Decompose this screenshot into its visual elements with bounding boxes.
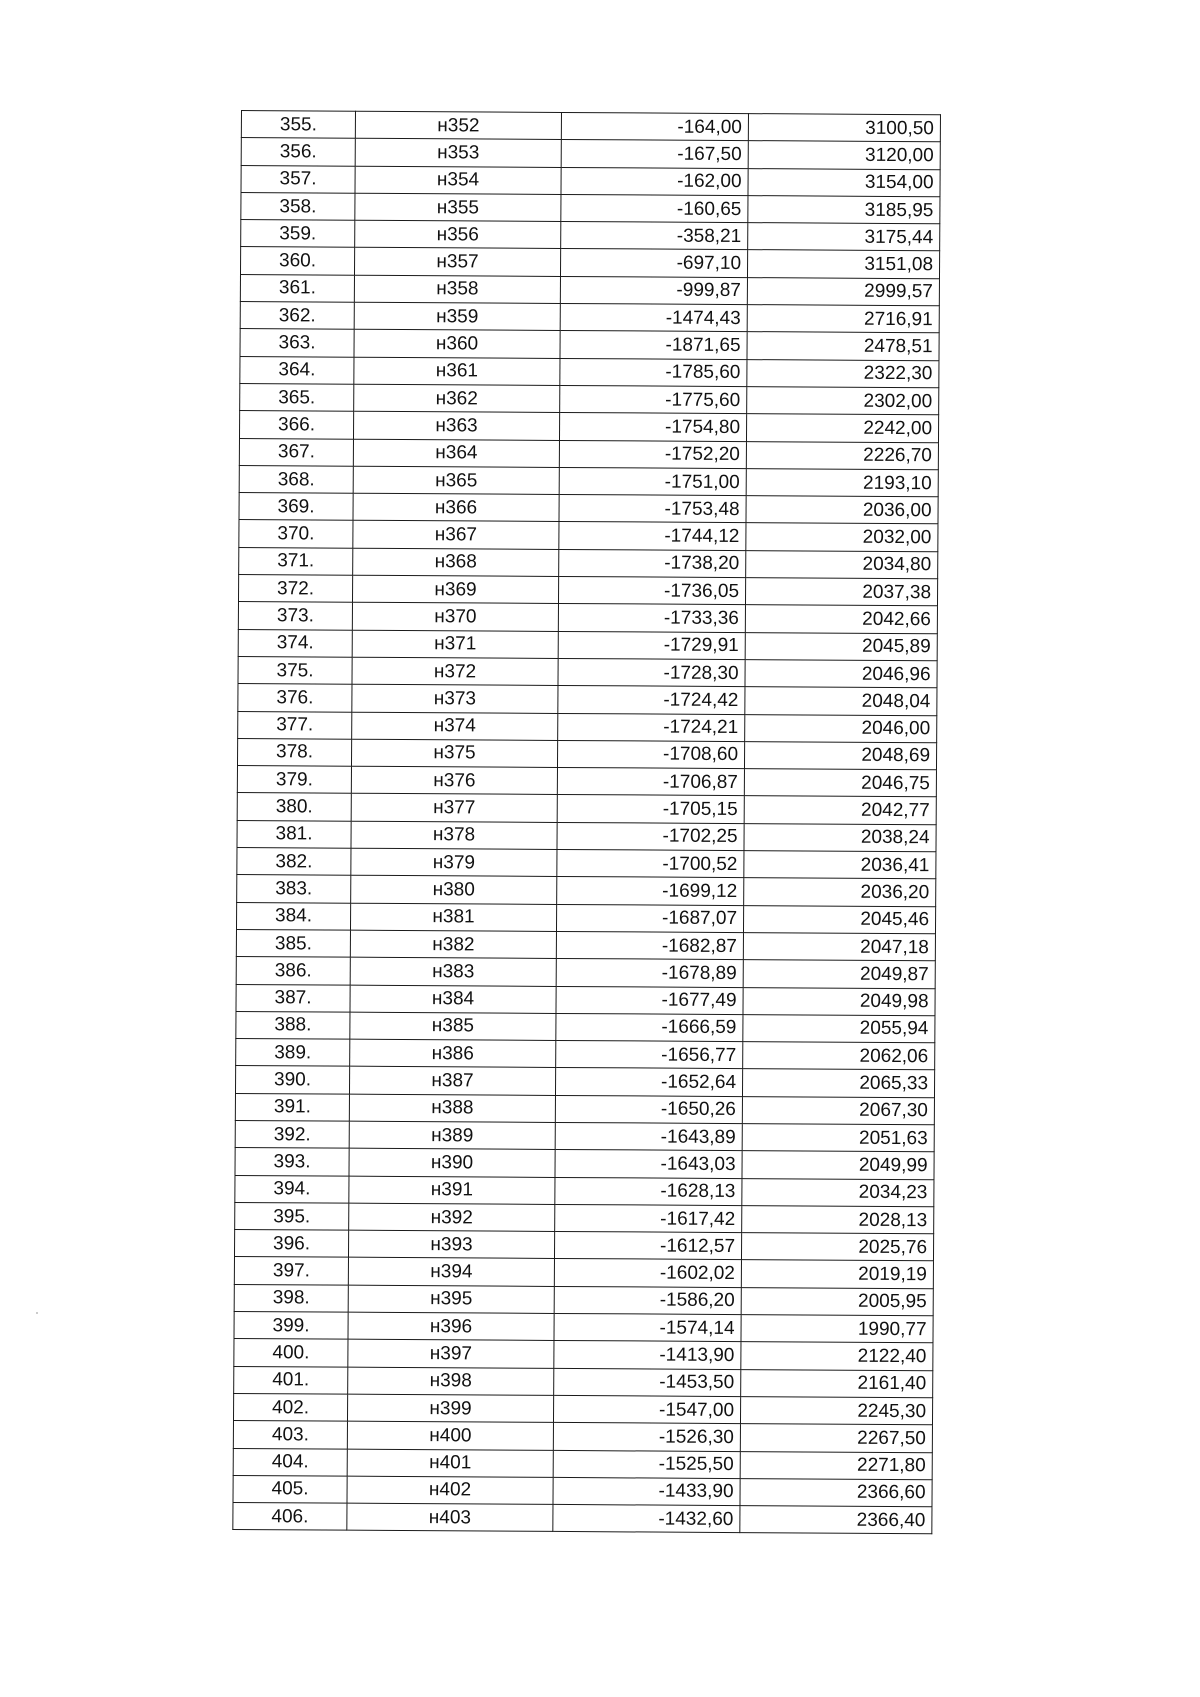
x-coordinate-cell: -697,10 [560, 249, 747, 277]
table-row [240, 274, 939, 306]
x-coordinate-cell: -1432,60 [553, 1505, 740, 1533]
y-coordinate-cell: 2322,30 [747, 359, 939, 387]
row-number-cell: 376. [238, 684, 352, 712]
y-coordinate-cell: 2048,69 [744, 741, 936, 769]
table-row [233, 1421, 932, 1453]
x-coordinate-cell: -1453,50 [554, 1368, 741, 1396]
row-number-cell: 362. [240, 302, 354, 330]
y-coordinate-cell: 2045,46 [743, 905, 935, 933]
point-name-cell: н389 [349, 1121, 555, 1150]
row-number-cell: 400. [234, 1339, 348, 1367]
table-row [240, 247, 939, 279]
y-coordinate-cell: 2046,00 [745, 714, 937, 742]
table-row [234, 1366, 933, 1398]
point-name-cell: н385 [350, 1012, 556, 1041]
x-coordinate-cell: -1738,20 [559, 549, 746, 577]
point-name-cell: н383 [350, 957, 556, 986]
point-name-cell: н394 [348, 1258, 554, 1287]
x-coordinate-cell: -1547,00 [553, 1395, 740, 1423]
row-number-cell: 367. [239, 438, 353, 466]
row-number-cell: 357. [241, 165, 355, 193]
y-coordinate-cell: 2019,19 [741, 1260, 933, 1288]
row-number-cell: 397. [234, 1257, 348, 1285]
table-row [240, 356, 939, 388]
point-name-cell: н373 [352, 684, 558, 713]
point-name-cell: н371 [352, 630, 558, 659]
table-row [233, 1503, 932, 1535]
y-coordinate-cell: 2042,77 [744, 796, 936, 824]
x-coordinate-cell: -1652,64 [555, 1068, 742, 1096]
table-row [241, 192, 940, 224]
table-row [238, 575, 937, 607]
y-coordinate-cell: 2036,41 [744, 851, 936, 879]
y-coordinate-cell: 2048,04 [745, 687, 937, 715]
y-coordinate-cell: 2062,06 [743, 1042, 935, 1070]
row-number-cell: 363. [240, 329, 354, 357]
y-coordinate-cell: 2302,00 [747, 387, 939, 415]
row-number-cell: 381. [237, 820, 351, 848]
x-coordinate-cell: -1643,03 [555, 1150, 742, 1178]
x-coordinate-cell: -1628,13 [555, 1177, 742, 1205]
row-number-cell: 358. [241, 192, 355, 220]
y-coordinate-cell: 2037,38 [745, 578, 937, 606]
y-coordinate-cell: 2245,30 [740, 1397, 932, 1425]
row-number-cell: 378. [237, 738, 351, 766]
table-row [234, 1230, 933, 1262]
x-coordinate-cell: -358,21 [561, 222, 748, 250]
point-name-cell: н353 [355, 138, 561, 167]
x-coordinate-cell: -1708,60 [557, 740, 744, 768]
x-coordinate-cell: -1700,52 [557, 849, 744, 877]
point-name-cell: н397 [348, 1340, 554, 1369]
y-coordinate-cell: 2051,63 [742, 1124, 934, 1152]
point-name-cell: н365 [353, 466, 559, 495]
point-name-cell: н366 [353, 493, 559, 522]
x-coordinate-cell: -164,00 [561, 112, 748, 140]
x-coordinate-cell: -1612,57 [554, 1232, 741, 1260]
table-row [239, 465, 938, 497]
y-coordinate-cell: 3100,50 [748, 114, 940, 142]
row-number-cell: 386. [236, 957, 350, 985]
table-row [235, 1093, 934, 1125]
x-coordinate-cell: -1744,12 [559, 522, 746, 550]
table-row [238, 656, 937, 688]
row-number-cell: 389. [236, 1039, 350, 1067]
table-row [241, 111, 940, 143]
point-name-cell: н398 [348, 1367, 554, 1396]
coordinates-table [232, 110, 941, 1535]
x-coordinate-cell: -1650,26 [555, 1095, 742, 1123]
x-coordinate-cell: -167,50 [561, 140, 748, 168]
table-row [239, 520, 938, 552]
x-coordinate-cell: -1699,12 [557, 877, 744, 905]
y-coordinate-cell: 2067,30 [742, 1096, 934, 1124]
point-name-cell: н374 [352, 712, 558, 741]
y-coordinate-cell: 2038,24 [744, 823, 936, 851]
x-coordinate-cell: -1871,65 [560, 331, 747, 359]
table-row [236, 957, 935, 989]
point-name-cell: н379 [351, 848, 557, 877]
y-coordinate-cell: 2045,89 [745, 632, 937, 660]
point-name-cell: н402 [347, 1476, 553, 1505]
row-number-cell: 380. [237, 793, 351, 821]
table-row [236, 929, 935, 961]
point-name-cell: н378 [351, 821, 557, 850]
y-coordinate-cell: 2478,51 [747, 332, 939, 360]
point-name-cell: н396 [348, 1312, 554, 1341]
point-name-cell: н399 [347, 1394, 553, 1423]
table-row [234, 1312, 933, 1344]
row-number-cell: 355. [241, 111, 355, 139]
y-coordinate-cell: 3151,08 [747, 250, 939, 278]
table-row [236, 1011, 935, 1043]
y-coordinate-cell: 2025,76 [741, 1233, 933, 1261]
point-name-cell: н390 [349, 1148, 555, 1177]
y-coordinate-cell: 2049,87 [743, 960, 935, 988]
table-row [241, 220, 940, 252]
table-row [237, 793, 936, 825]
y-coordinate-cell: 2034,23 [742, 1178, 934, 1206]
table-row [236, 1039, 935, 1071]
table-row [239, 493, 938, 525]
point-name-cell: н382 [350, 930, 556, 959]
table-row [236, 902, 935, 934]
point-name-cell: н391 [349, 1176, 555, 1205]
table-row [234, 1339, 933, 1371]
x-coordinate-cell: -1702,25 [557, 822, 744, 850]
table-row [233, 1393, 932, 1425]
point-name-cell: н401 [347, 1449, 553, 1478]
row-number-cell: 395. [235, 1202, 349, 1230]
x-coordinate-cell: -1724,42 [558, 686, 745, 714]
row-number-cell: 399. [234, 1312, 348, 1340]
point-name-cell: н357 [354, 248, 560, 277]
row-number-cell: 356. [241, 138, 355, 166]
table-row [236, 984, 935, 1016]
point-name-cell: н388 [349, 1094, 555, 1123]
row-number-cell: 375. [238, 656, 352, 684]
row-number-cell: 402. [233, 1393, 347, 1421]
row-number-cell: 368. [239, 465, 353, 493]
x-coordinate-cell: -1474,43 [560, 304, 747, 332]
row-number-cell: 365. [240, 383, 354, 411]
row-number-cell: 404. [233, 1448, 347, 1476]
x-coordinate-cell: -1677,49 [556, 986, 743, 1014]
x-coordinate-cell: -1753,48 [559, 495, 746, 523]
row-number-cell: 390. [235, 1066, 349, 1094]
y-coordinate-cell: 2193,10 [746, 468, 938, 496]
x-coordinate-cell: -1754,80 [559, 413, 746, 441]
scan-speck [36, 1312, 38, 1314]
x-coordinate-cell: -1526,30 [553, 1423, 740, 1451]
row-number-cell: 371. [239, 547, 353, 575]
table-row [240, 302, 939, 334]
point-name-cell: н356 [355, 220, 561, 249]
row-number-cell: 366. [239, 411, 353, 439]
y-coordinate-cell: 2267,50 [740, 1424, 932, 1452]
table-row [238, 602, 937, 634]
row-number-cell: 405. [233, 1475, 347, 1503]
table-row [237, 848, 936, 880]
row-number-cell: 377. [238, 711, 352, 739]
point-name-cell: н375 [351, 739, 557, 768]
x-coordinate-cell: -1682,87 [556, 931, 743, 959]
point-name-cell: н403 [347, 1503, 553, 1532]
y-coordinate-cell: 3154,00 [748, 168, 940, 196]
x-coordinate-cell: -1678,89 [556, 959, 743, 987]
y-coordinate-cell: 3120,00 [748, 141, 940, 169]
x-coordinate-cell: -1785,60 [560, 358, 747, 386]
table-row [235, 1148, 934, 1180]
x-coordinate-cell: -1666,59 [556, 1013, 743, 1041]
y-coordinate-cell: 2034,80 [746, 550, 938, 578]
point-name-cell: н362 [354, 384, 560, 413]
point-name-cell: н381 [350, 903, 556, 932]
row-number-cell: 361. [240, 274, 354, 302]
point-name-cell: н352 [355, 111, 561, 140]
y-coordinate-cell: 2005,95 [741, 1287, 933, 1315]
y-coordinate-cell: 2226,70 [746, 441, 938, 469]
table-row [238, 629, 937, 661]
table-row [237, 738, 936, 770]
x-coordinate-cell: -1656,77 [556, 1041, 743, 1069]
y-coordinate-cell: 2161,40 [741, 1369, 933, 1397]
y-coordinate-cell: 1990,77 [741, 1315, 933, 1343]
y-coordinate-cell: 2242,00 [746, 414, 938, 442]
y-coordinate-cell: 2036,00 [746, 496, 938, 524]
x-coordinate-cell: -1729,91 [558, 631, 745, 659]
x-coordinate-cell: -1724,21 [558, 713, 745, 741]
x-coordinate-cell: -1586,20 [554, 1286, 741, 1314]
row-number-cell: 359. [241, 220, 355, 248]
x-coordinate-cell: -1728,30 [558, 658, 745, 686]
y-coordinate-cell: 2366,40 [740, 1506, 932, 1534]
y-coordinate-cell: 2047,18 [743, 932, 935, 960]
row-number-cell: 396. [234, 1230, 348, 1258]
table-row [235, 1175, 934, 1207]
table-row [240, 383, 939, 415]
point-name-cell: н361 [354, 357, 560, 386]
table-row [241, 138, 940, 170]
point-name-cell: н358 [354, 275, 560, 304]
row-number-cell: 370. [239, 520, 353, 548]
table-row [235, 1066, 934, 1098]
x-coordinate-cell: -162,00 [561, 167, 748, 195]
x-coordinate-cell: -1751,00 [559, 467, 746, 495]
x-coordinate-cell: -1687,07 [556, 904, 743, 932]
y-coordinate-cell: 2046,75 [744, 769, 936, 797]
point-name-cell: н370 [352, 603, 558, 632]
y-coordinate-cell: 2049,99 [742, 1151, 934, 1179]
coordinates-table-body [233, 111, 941, 1535]
point-name-cell: н355 [355, 193, 561, 222]
row-number-cell: 385. [236, 929, 350, 957]
y-coordinate-cell: 2271,80 [740, 1451, 932, 1479]
x-coordinate-cell: -160,65 [561, 194, 748, 222]
table-row [238, 711, 937, 743]
row-number-cell: 394. [235, 1175, 349, 1203]
row-number-cell: 403. [233, 1421, 347, 1449]
point-name-cell: н384 [350, 985, 556, 1014]
table-row [237, 766, 936, 798]
table-row [239, 438, 938, 470]
table-row [237, 820, 936, 852]
point-name-cell: н392 [349, 1203, 555, 1232]
row-number-cell: 398. [234, 1284, 348, 1312]
row-number-cell: 372. [238, 575, 352, 603]
row-number-cell: 374. [238, 629, 352, 657]
row-number-cell: 383. [237, 875, 351, 903]
table-row [238, 684, 937, 716]
table-row [234, 1284, 933, 1316]
row-number-cell: 360. [240, 247, 354, 275]
x-coordinate-cell: -1643,89 [555, 1122, 742, 1150]
table-row [239, 547, 938, 579]
y-coordinate-cell: 2716,91 [747, 305, 939, 333]
x-coordinate-cell: -1706,87 [557, 768, 744, 796]
point-name-cell: н368 [353, 548, 559, 577]
y-coordinate-cell: 3185,95 [748, 195, 940, 223]
table-row [235, 1120, 934, 1152]
x-coordinate-cell: -1752,20 [559, 440, 746, 468]
table-row [240, 329, 939, 361]
y-coordinate-cell: 2065,33 [742, 1069, 934, 1097]
row-number-cell: 391. [235, 1093, 349, 1121]
y-coordinate-cell: 2122,40 [741, 1342, 933, 1370]
row-number-cell: 401. [234, 1366, 348, 1394]
point-name-cell: н387 [349, 1067, 555, 1096]
table-row [241, 165, 940, 197]
x-coordinate-cell: -999,87 [560, 276, 747, 304]
table-row [233, 1448, 932, 1480]
table-row [237, 875, 936, 907]
x-coordinate-cell: -1574,14 [554, 1313, 741, 1341]
x-coordinate-cell: -1705,15 [557, 795, 744, 823]
point-name-cell: н377 [351, 794, 557, 823]
point-name-cell: н393 [348, 1230, 554, 1259]
y-coordinate-cell: 2046,96 [745, 660, 937, 688]
table-row [239, 411, 938, 443]
point-name-cell: н372 [352, 657, 558, 686]
y-coordinate-cell: 2042,66 [745, 605, 937, 633]
x-coordinate-cell: -1433,90 [553, 1477, 740, 1505]
point-name-cell: н380 [351, 875, 557, 904]
y-coordinate-cell: 2055,94 [743, 1014, 935, 1042]
y-coordinate-cell: 2032,00 [746, 523, 938, 551]
point-name-cell: н400 [347, 1421, 553, 1450]
row-number-cell: 388. [236, 1011, 350, 1039]
x-coordinate-cell: -1602,02 [554, 1259, 741, 1287]
point-name-cell: н395 [348, 1285, 554, 1314]
y-coordinate-cell: 3175,44 [748, 223, 940, 251]
table-row [235, 1202, 934, 1234]
x-coordinate-cell: -1733,36 [558, 604, 745, 632]
row-number-cell: 406. [233, 1503, 347, 1531]
point-name-cell: н360 [354, 330, 560, 359]
x-coordinate-cell: -1525,50 [553, 1450, 740, 1478]
y-coordinate-cell: 2036,20 [744, 878, 936, 906]
x-coordinate-cell: -1736,05 [558, 576, 745, 604]
row-number-cell: 382. [237, 848, 351, 876]
row-number-cell: 369. [239, 493, 353, 521]
x-coordinate-cell: -1617,42 [555, 1204, 742, 1232]
point-name-cell: н386 [350, 1039, 556, 1068]
row-number-cell: 364. [240, 356, 354, 384]
point-name-cell: н369 [352, 575, 558, 604]
y-coordinate-cell: 2049,98 [743, 987, 935, 1015]
x-coordinate-cell: -1413,90 [554, 1341, 741, 1369]
y-coordinate-cell: 2028,13 [742, 1205, 934, 1233]
row-number-cell: 393. [235, 1148, 349, 1176]
row-number-cell: 387. [236, 984, 350, 1012]
point-name-cell: н364 [353, 439, 559, 468]
point-name-cell: н367 [353, 521, 559, 550]
row-number-cell: 379. [237, 766, 351, 794]
x-coordinate-cell: -1775,60 [560, 385, 747, 413]
y-coordinate-cell: 2366,60 [740, 1478, 932, 1506]
point-name-cell: н354 [355, 166, 561, 195]
y-coordinate-cell: 2999,57 [747, 277, 939, 305]
point-name-cell: н363 [353, 411, 559, 440]
row-number-cell: 392. [235, 1120, 349, 1148]
table-row [234, 1257, 933, 1289]
point-name-cell: н376 [351, 766, 557, 795]
row-number-cell: 384. [236, 902, 350, 930]
row-number-cell: 373. [238, 602, 352, 630]
point-name-cell: н359 [354, 302, 560, 331]
table-row [233, 1475, 932, 1507]
